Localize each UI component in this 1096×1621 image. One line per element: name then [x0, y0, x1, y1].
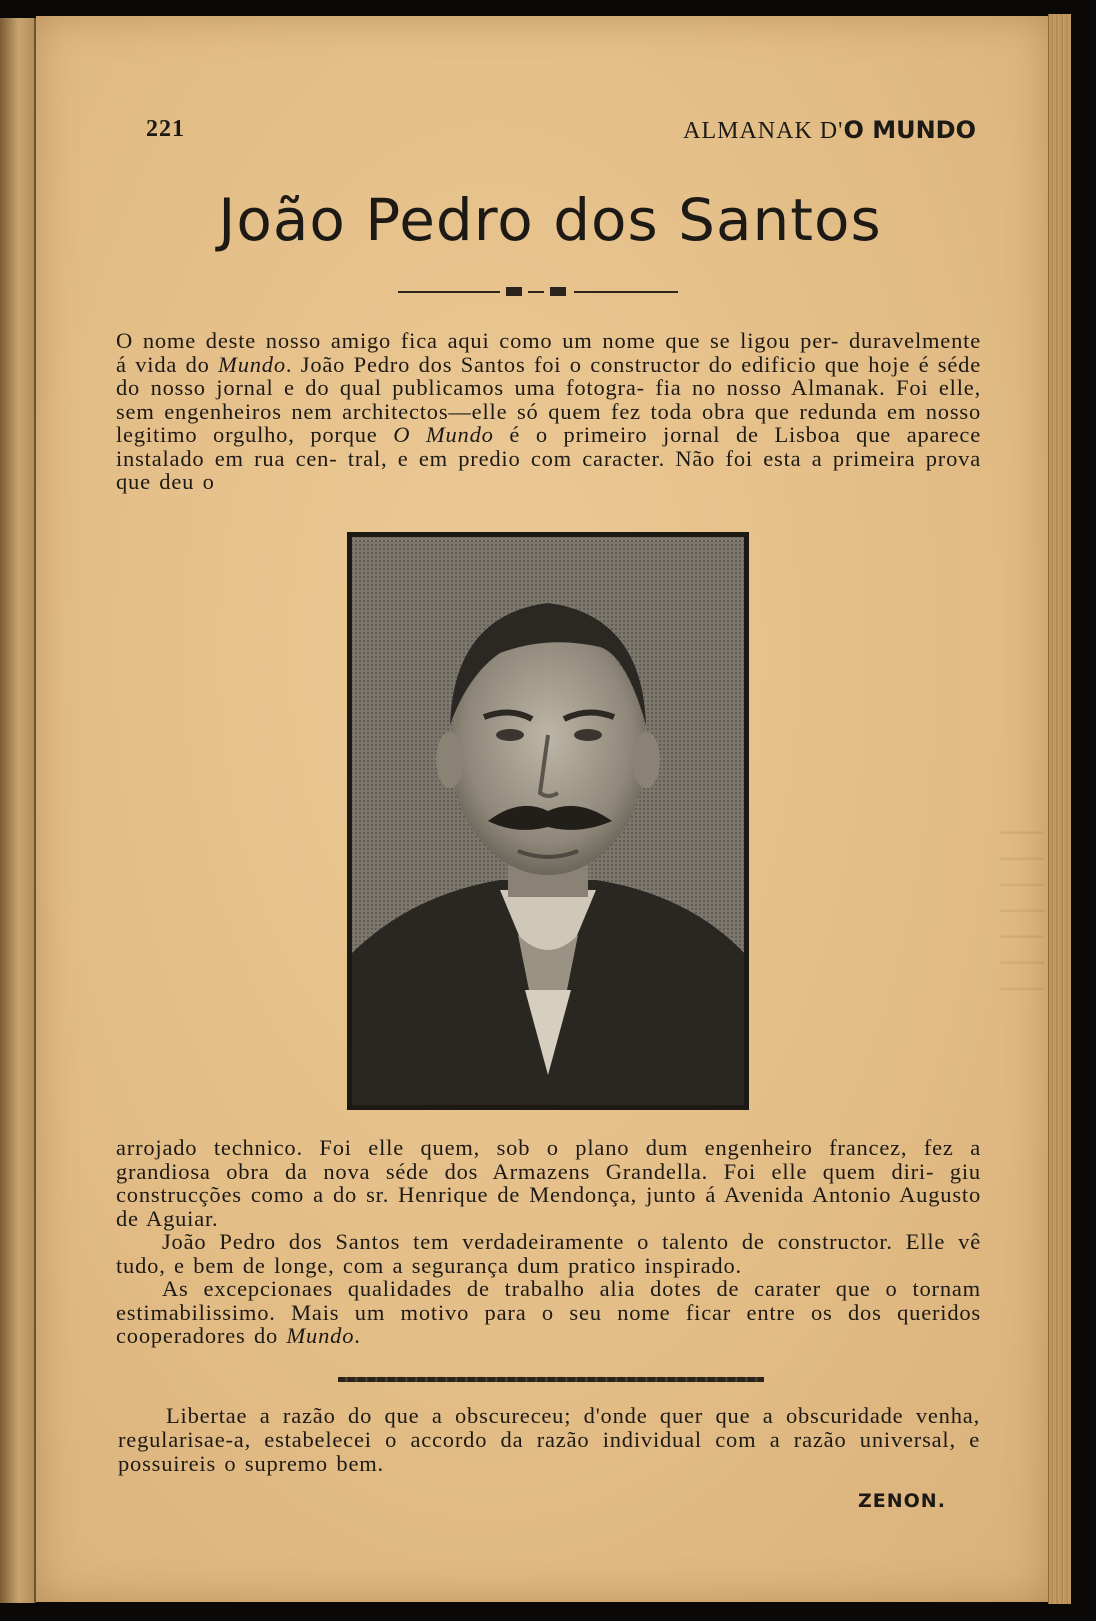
text-line: . [354, 1323, 361, 1348]
journal-name [683, 116, 976, 145]
quote-text: Libertae a razão do que a obscureceu; d'onde quer que a obscuridade venha, regularisae-a, estabelecei o accordo da razão individual com a razão universal, e possuireis o supremo bem. [118, 1403, 980, 1476]
article-title: João Pedro dos Santos [218, 186, 882, 254]
title-ornament [398, 287, 678, 297]
ornament-mark [550, 287, 566, 296]
book-edge [1048, 14, 1071, 1604]
running-head [146, 116, 976, 152]
article-paragraph-1 [116, 329, 981, 494]
quote-author: ZENON. [858, 1490, 946, 1512]
bleed-through-text [1000, 830, 1044, 990]
text-line: grandiosa obra da nova séde dos Armazens Grandella. Foi elle quem diri- [116, 1158, 935, 1184]
ornament-mark [506, 287, 522, 296]
text-line: O nome deste nosso amigo fica aqui como um nome que se ligou per- [116, 328, 840, 353]
journal-reference: O [393, 422, 411, 447]
journal-prefix: ALMANAK D' [683, 118, 844, 144]
text-line: Antonio Augusto de Aguiar. [116, 1182, 981, 1231]
text-line: duravelmente á vida do [116, 328, 981, 377]
portrait-photo [347, 532, 749, 1110]
ornament-center [528, 291, 544, 293]
ornament-line-left [398, 291, 500, 293]
epigraph [118, 1404, 980, 1476]
journal-reference: Mundo [218, 351, 286, 377]
ornament-line-right [574, 291, 678, 293]
text-line: . João Pedro dos Santos foi o constructor do [285, 351, 733, 377]
text-line: quem fez toda obra que redunda em nosso legitimo orgulho, porque [116, 398, 981, 447]
text-line: arrojado technico. Foi elle quem, sob o plano dum engenheiro francez, fez a [116, 1135, 981, 1160]
journal-title: O MUNDO [843, 116, 976, 144]
text-line: giu construcções como a do sr. Henrique de Mendonça, junto á Avenida [116, 1158, 981, 1207]
portrait-illustration [350, 535, 746, 1107]
article-paragraph-4 [116, 1277, 981, 1348]
journal-reference: Mundo [286, 1323, 355, 1348]
text-line: tral, e em predio com caracter. Não foi esta a primeira prova que deu o [116, 445, 981, 494]
text-line: fia no nosso Almanak. Foi elle, sem engenheiros nem architectos—elle só [116, 375, 981, 424]
text-line: edificio que hoje é séde do nosso jornal e do qual publicamos uma fotogra- [116, 351, 981, 400]
article-continuation [116, 1136, 981, 1348]
journal-reference: Mundo [425, 422, 494, 447]
previous-page-edge [0, 18, 36, 1603]
article-paragraph-3: João Pedro dos Santos tem verdadeiramente o talento de constructor. Elle vê tudo, e bem de longe, com a segurança dum pratico inspirado. [116, 1229, 981, 1278]
text-line: As excepcionaes qualidades de trabalho alia dotes de carater que o tornam estimabilissimo. Mais um motivo para o seu nome ficar entre os dos queridos cooperadores do [116, 1276, 981, 1348]
text-line: é o primeiro jornal de Lisboa que aparece instalado em rua cen- [116, 422, 981, 471]
page-number: 221 [146, 116, 185, 142]
section-divider [338, 1377, 764, 1382]
